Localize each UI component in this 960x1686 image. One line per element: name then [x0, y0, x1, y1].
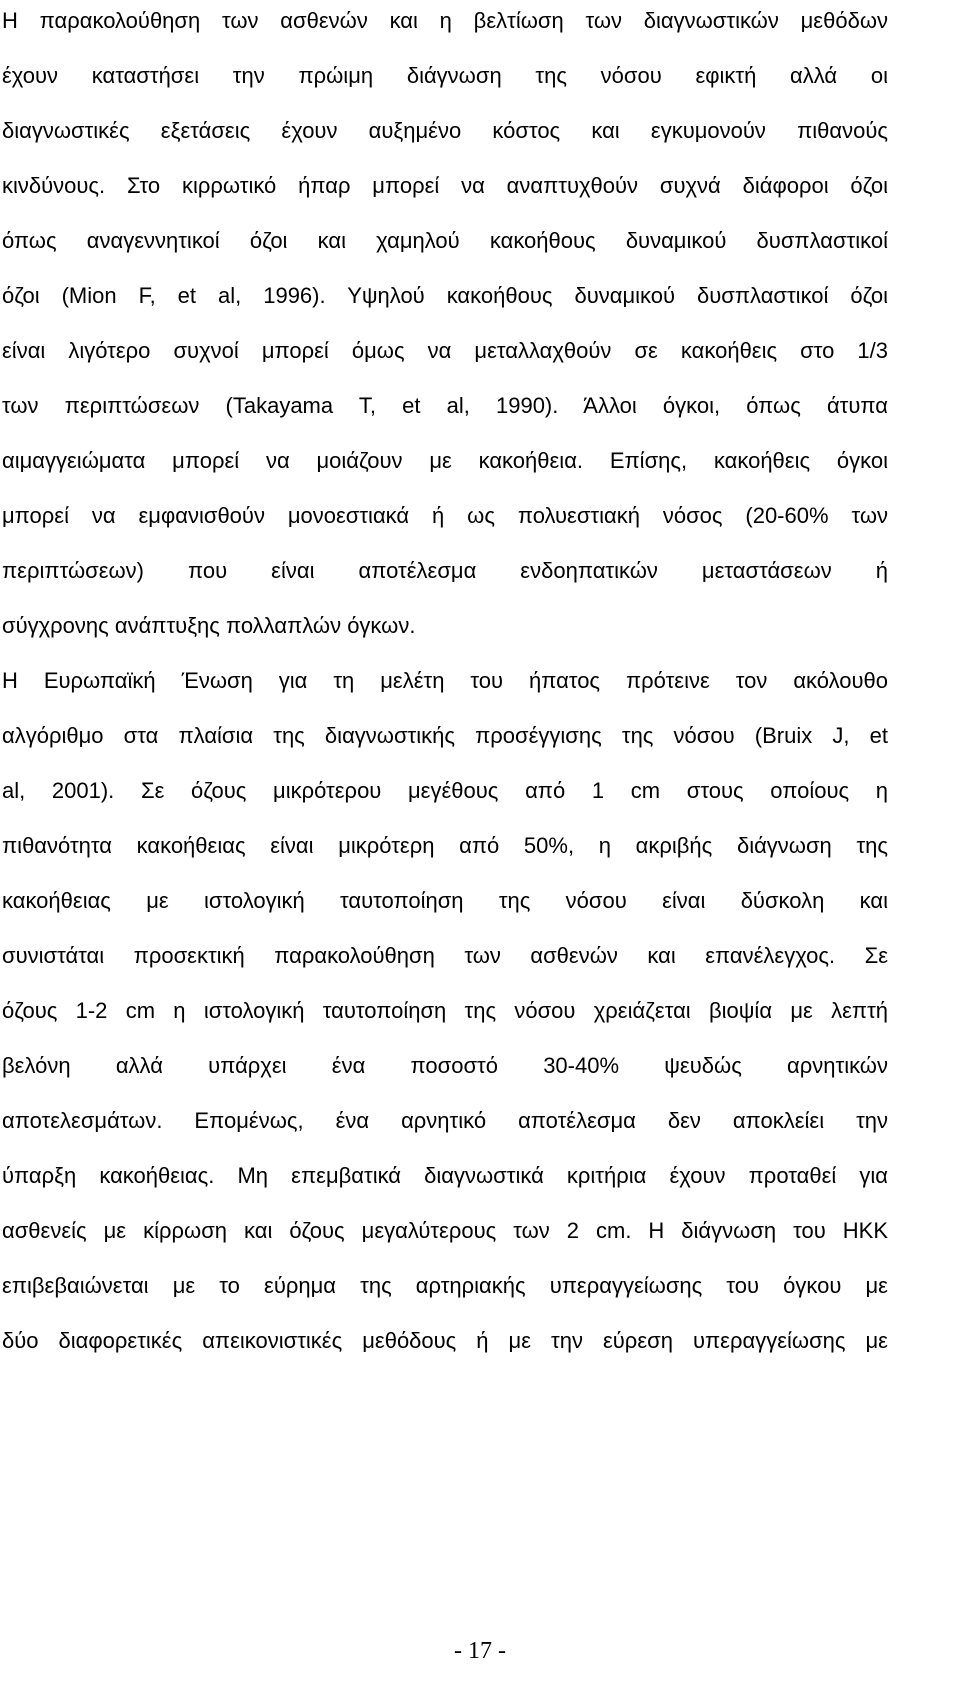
text-line: είναι λιγότερο συχνοί μπορεί όμως να μεταλλαχθούν σε κακοήθεις στο 1/3: [2, 338, 888, 363]
text-line: βελόνη αλλά υπάρχει ένα ποσοστό 30-40% ψευδώς αρνητικών: [2, 1053, 888, 1078]
text-line: όζους 1-2 cm η ιστολογική ταυτοποίηση της νόσου χρειάζεται βιοψία με λεπτή: [2, 998, 888, 1023]
text-line: ασθενείς με κίρρωση και όζους μεγαλύτερους των 2 cm. Η διάγνωση του ΗΚΚ: [2, 1218, 888, 1243]
text-line: κινδύνους. Στο κιρρωτικό ήπαρ μπορεί να αναπτυχθούν συχνά διάφοροι όζοι: [2, 173, 888, 198]
text-line: διαγνωστικές εξετάσεις έχουν αυξημένο κόστος και εγκυμονούν πιθανούς: [2, 118, 888, 143]
text-line: δύο διαφορετικές απεικονιστικές μεθόδους ή με την εύρεση υπεραγγείωσης με: [2, 1328, 888, 1353]
text-line: των περιπτώσεων (Takayama T, et al, 1990). Άλλοι όγκοι, όπως άτυπα: [2, 393, 888, 418]
text-line: ύπαρξη κακοήθειας. Μη επεμβατικά διαγνωστικά κριτήρια έχουν προταθεί για: [2, 1163, 888, 1188]
text-line: όζοι (Mion F, et al, 1996). Υψηλού κακοήθους δυναμικού δυσπλαστικοί όζοι: [2, 283, 888, 308]
text-line: πιθανότητα κακοήθειας είναι μικρότερη από 50%, η ακριβής διάγνωση της: [2, 833, 888, 858]
text-line: έχουν καταστήσει την πρώιμη διάγνωση της νόσου εφικτή αλλά οι: [2, 63, 888, 88]
text-line: κακοήθειας με ιστολογική ταυτοποίηση της νόσου είναι δύσκολη και: [2, 888, 888, 913]
text-line: αιμαγγειώματα μπορεί να μοιάζουν με κακοήθεια. Επίσης, κακοήθεις όγκοι: [2, 448, 888, 473]
text-line: Η Ευρωπαϊκή Ένωση για τη μελέτη του ήπατος πρότεινε τον ακόλουθο: [2, 668, 888, 693]
text-line: όπως αναγεννητικοί όζοι και χαμηλού κακοήθους δυναμικού δυσπλαστικοί: [2, 228, 888, 253]
text-line: περιπτώσεων) που είναι αποτέλεσμα ενδοηπατικών μεταστάσεων ή: [2, 558, 888, 583]
text-line: σύγχρονης ανάπτυξης πολλαπλών όγκων.: [2, 613, 416, 638]
text-line: επιβεβαιώνεται με το εύρημα της αρτηριακής υπεραγγείωσης του όγκου με: [2, 1273, 888, 1298]
text-line: Η παρακολούθηση των ασθενών και η βελτίωση των διαγνωστικών μεθόδων: [2, 8, 888, 33]
text-line: al, 2001). Σε όζους μικρότερου μεγέθους από 1 cm στους οποίους η: [2, 778, 888, 803]
page-number: - 17 -: [454, 1638, 506, 1664]
text-line: συνιστάται προσεκτική παρακολούθηση των ασθενών και επανέλεγχος. Σε: [2, 943, 888, 968]
text-line: μπορεί να εμφανισθούν μονοεστιακά ή ως πολυεστιακή νόσος (20-60% των: [2, 503, 888, 528]
text-line: αλγόριθμο στα πλαίσια της διαγνωστικής προσέγγισης της νόσου (Bruix J, et: [2, 723, 888, 748]
text-line: αποτελεσμάτων. Επομένως, ένα αρνητικό αποτέλεσμα δεν αποκλείει την: [2, 1108, 888, 1133]
